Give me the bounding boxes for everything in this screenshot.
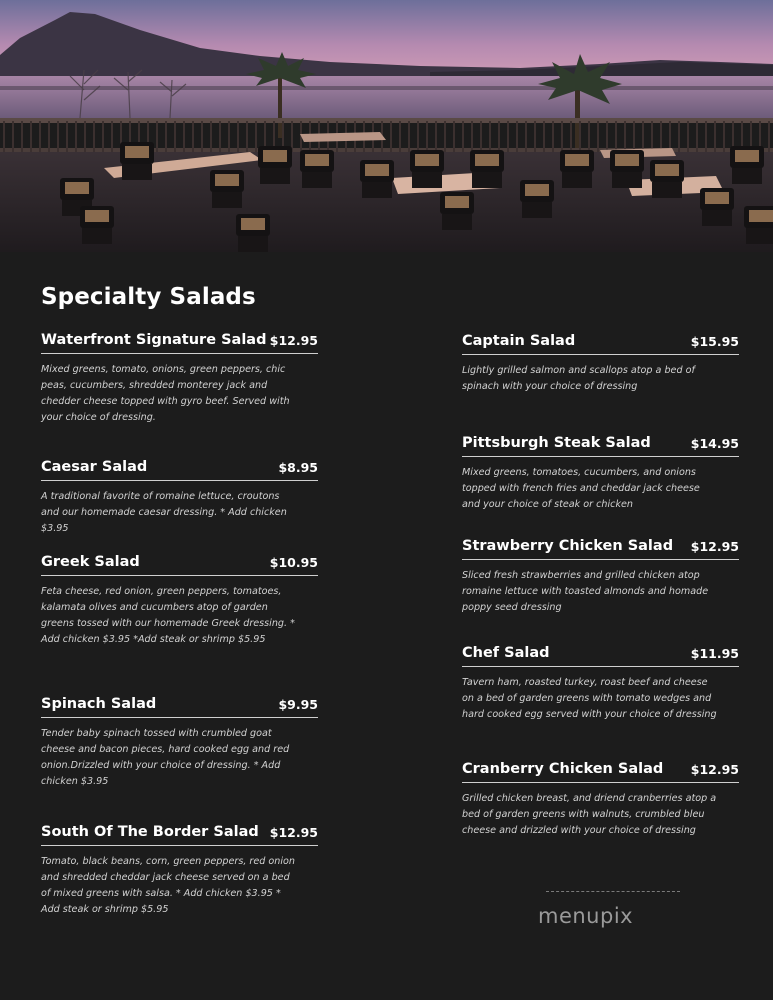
menu-item-header <box>41 332 318 354</box>
patio-chair <box>360 160 394 198</box>
menu-item-header <box>462 333 739 355</box>
menu-item-price: $12.95 <box>690 539 739 554</box>
patio-chair <box>560 150 594 188</box>
menu-item <box>462 333 739 395</box>
patio-chair <box>730 146 764 184</box>
menu-item-price: $15.95 <box>690 334 739 349</box>
menu-item-name: Waterfront Signature Salad <box>41 332 267 348</box>
menu-item <box>41 332 318 426</box>
menu-item-description: Feta cheese, red onion, green peppers, tomatoes, kalamata olives and cucumbers atop of garden greens tossed with our homemade Greek dressing. * Add chicken $3.95 *Add steak or shrimp $5.95 <box>41 586 295 645</box>
menu-item-header <box>41 554 318 576</box>
menu-item-header <box>462 761 739 783</box>
menu-item <box>462 538 739 616</box>
menu-item-description: Tavern ham, roasted turkey, roast beef and cheese on a bed of garden greens with tomato wedges and hard cooked egg served with your choice of dressing <box>462 677 717 720</box>
menu-item-header <box>41 459 318 481</box>
menu-item-header <box>462 645 739 667</box>
menu-item-price: $10.95 <box>269 555 318 570</box>
patio-chair <box>210 170 244 208</box>
menu-item-description: Tender baby spinach tossed with crumbled goat cheese and bacon pieces, hard cooked egg and red onion.Drizzled with your choice of dressing. * Add chicken $3.95 <box>41 728 290 787</box>
menu-item-price: $12.95 <box>269 825 318 840</box>
menupix-watermark <box>532 888 692 954</box>
menu-item-price: $12.95 <box>690 762 739 777</box>
patio-chair <box>440 192 474 230</box>
menu-item <box>41 824 318 918</box>
menu-item-name: Captain Salad <box>462 333 576 349</box>
menu-item-description: A traditional favorite of romaine lettuce, croutons and our homemade caesar dressing. * Add chicken $3.95 <box>41 491 287 534</box>
patio-chair <box>470 150 504 188</box>
patio-chair <box>258 146 292 184</box>
menu-item-header <box>462 435 739 457</box>
menu-item-name: Cranberry Chicken Salad <box>462 761 664 777</box>
menu-item-price: $12.95 <box>269 333 318 348</box>
section-title: Specialty Salads <box>41 284 256 310</box>
deck-railing <box>0 118 773 152</box>
menu-item-name: South Of The Border Salad <box>41 824 259 840</box>
menu-item-description: Mixed greens, tomato, onions, green peppers, chic peas, cucumbers, shredded monterey jack and chedder cheese topped with gyro beef. Served with your choice of dressing. <box>41 364 290 423</box>
menu-item-description: Sliced fresh strawberries and grilled chicken atop romaine lettuce with toasted almonds and homade poppy seed dressing <box>462 570 709 613</box>
hero-photo <box>0 0 773 252</box>
patio-chair <box>120 142 154 180</box>
menu-item <box>462 761 739 839</box>
menu-item <box>41 696 318 790</box>
lake <box>0 76 773 120</box>
patio-chair <box>410 150 444 188</box>
menu-item <box>462 645 739 723</box>
menu-item-name: Spinach Salad <box>41 696 157 712</box>
menu-item-name: Pittsburgh Steak Salad <box>462 435 651 451</box>
menu-item <box>462 435 739 513</box>
menu-item-name: Strawberry Chicken Salad <box>462 538 674 554</box>
patio-chair <box>650 160 684 198</box>
menu-item <box>41 459 318 537</box>
menu-item-price: $8.95 <box>278 460 318 475</box>
menu-item-price: $9.95 <box>278 697 318 712</box>
menu-item <box>41 554 318 648</box>
patio-chair <box>744 206 773 244</box>
menu-item-price: $11.95 <box>690 646 739 661</box>
menu-item-header <box>41 696 318 718</box>
menu-item-header <box>41 824 318 846</box>
menu-item-header <box>462 538 739 560</box>
patio-chair <box>520 180 554 218</box>
patio-chair <box>610 150 644 188</box>
menu-item-name: Caesar Salad <box>41 459 148 475</box>
menu-item-description: Grilled chicken breast, and driend cranberries atop a bed of garden greens with walnuts, crumbled bleu cheese and drizzled with your choice of dressing <box>462 793 717 836</box>
patio-chair <box>700 188 734 226</box>
watermark-dashed-line <box>546 891 680 892</box>
watermark-logo: menupix <box>538 904 634 928</box>
patio-chair <box>300 150 334 188</box>
patio-chair <box>80 206 114 244</box>
menu-item-description: Mixed greens, tomatoes, cucumbers, and onions topped with french fries and cheddar jack cheese and your choice of steak or chicken <box>462 467 700 510</box>
menu-item-price: $14.95 <box>690 436 739 451</box>
menu-item-description: Tomato, black beans, corn, green peppers, red onion and shredded cheddar jack cheese served on a bed of mixed greens with salsa. * Add chicken $3.95 * Add steak or shrimp $5.95 <box>41 856 295 915</box>
menu-item-description: Lightly grilled salmon and scallops atop a bed of spinach with your choice of dressing <box>462 365 695 392</box>
menu-item-name: Greek Salad <box>41 554 140 570</box>
far-shore <box>0 86 773 90</box>
patio-chair <box>236 214 270 252</box>
menu-item-name: Chef Salad <box>462 645 550 661</box>
